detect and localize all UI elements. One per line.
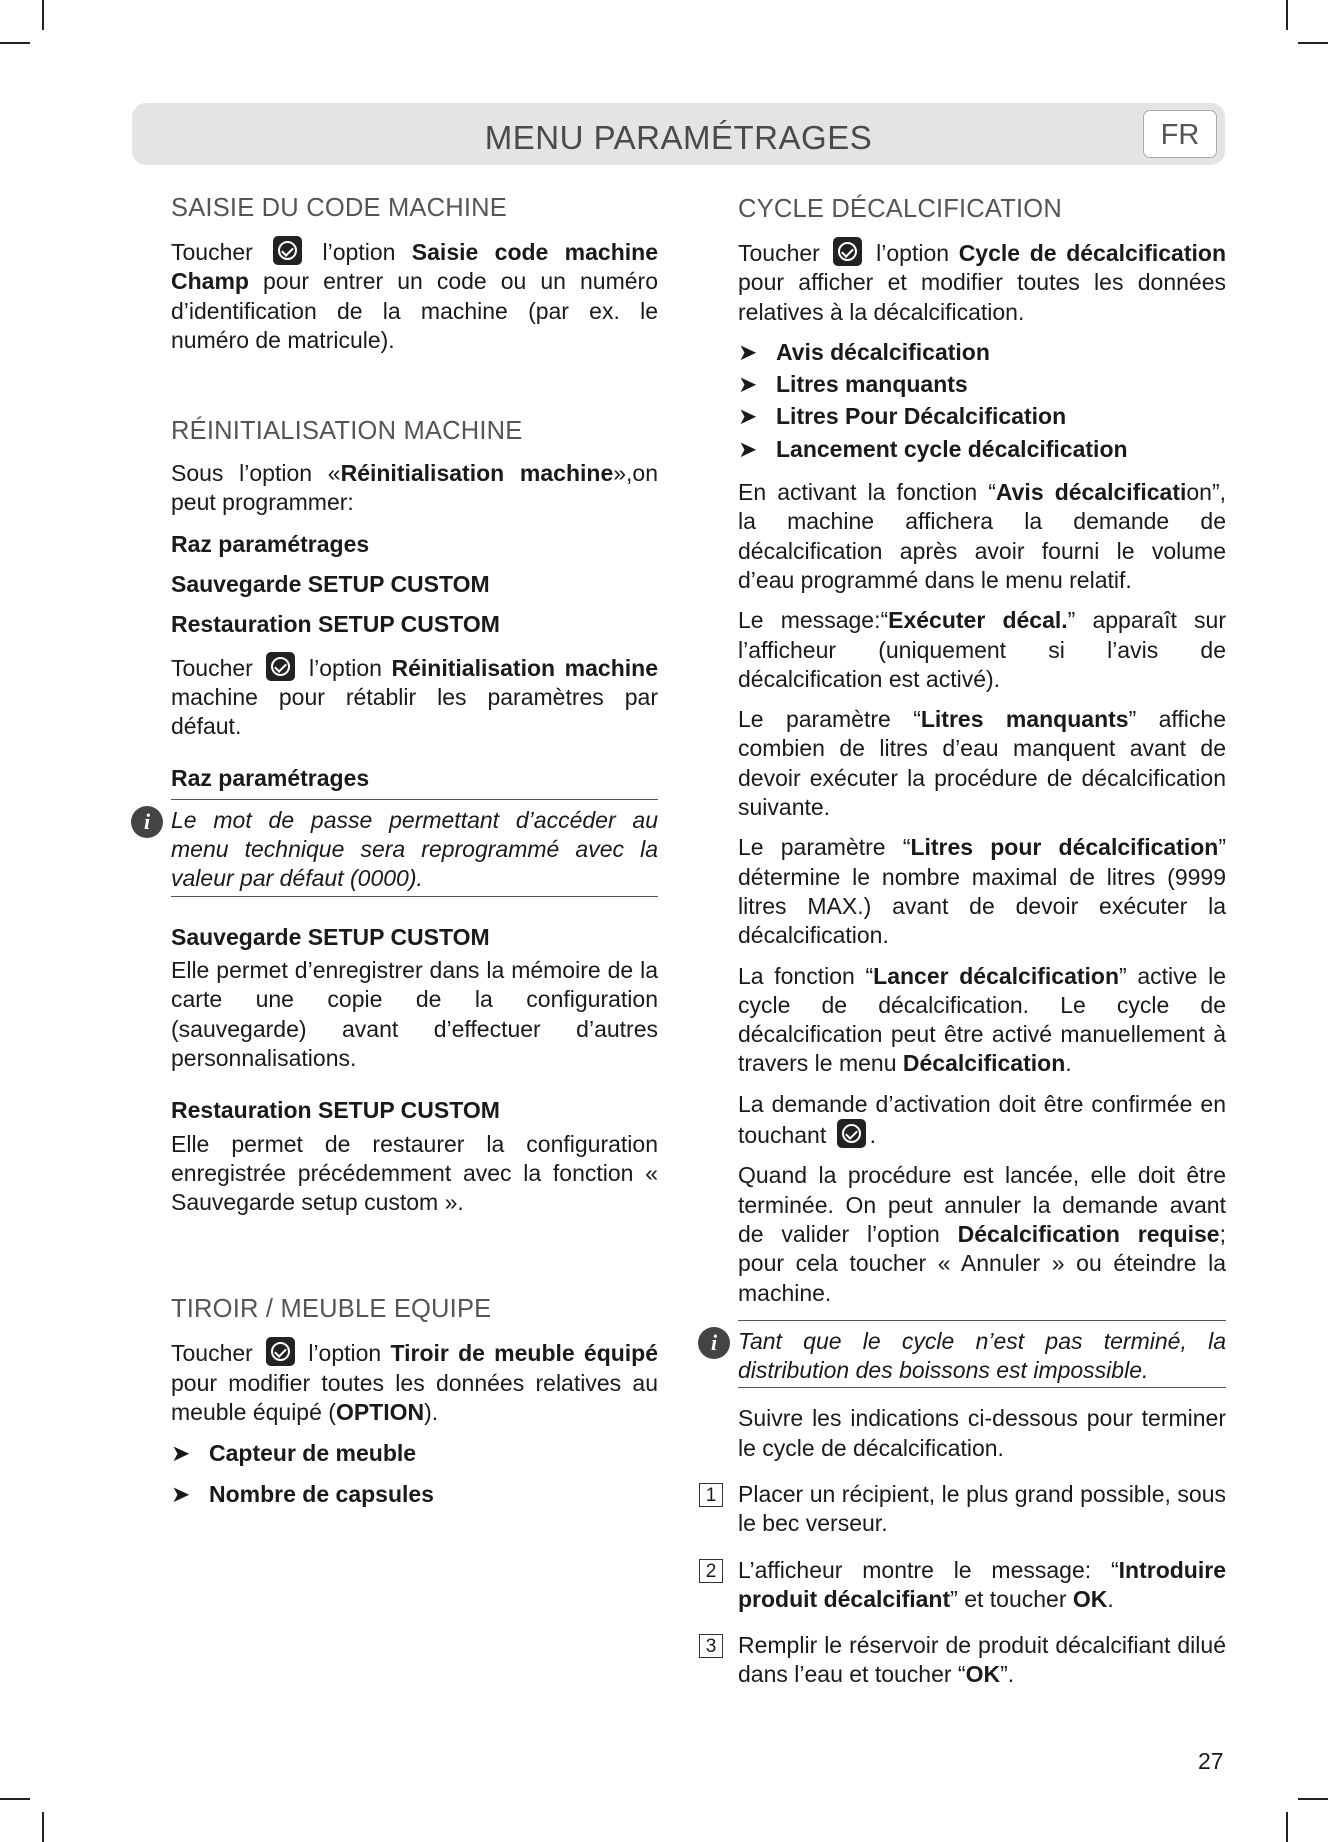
- drawer-paragraph: Toucher l’option Tiroir de meuble équipé pour modifier toutes les données relatives au meuble équipé (OPTION).: [171, 1337, 658, 1427]
- descaling-paragraph: Le paramètre “Litres manquants” affiche combien de litres d’eau manquent avant de devoir exécuter la procédure de décalcification suivante.: [738, 706, 1226, 821]
- restore-title: Restauration SETUP CUSTOM: [171, 1097, 500, 1124]
- left-column: [143, 190, 659, 1509]
- descaling-paragraph: Le paramètre “Litres pour décalcification” détermine le nombre maximal de litres (9999 litres MAX.) avant de devoir exécuter la décalcification.: [738, 834, 1226, 949]
- drawer-list: [171, 1439, 658, 1509]
- step-item: 2 L’afficheur montre le message: “Introduire produit décalcifiant” et toucher OK.: [738, 1556, 1226, 1615]
- section-title-drawer: TIROIR / MEUBLE EQUIPE: [171, 1295, 492, 1324]
- descaling-list: [738, 338, 1226, 464]
- page-title: MENU PARAMÉTRAGES: [484, 119, 873, 156]
- info-note: i Tant que le cycle n’est pas terminé, la distribution des boissons est impossible.: [738, 1320, 1226, 1389]
- step-number: 1: [699, 1483, 723, 1507]
- descaling-paragraph: La fonction “Lancer décalcification” active le cycle de décalcification. Le cycle de décalcification peut être activé manuellement à travers le menu Décalcification.: [738, 962, 1226, 1077]
- check-icon: [273, 236, 302, 265]
- step-number: 2: [699, 1559, 723, 1583]
- language-badge: FR: [1143, 110, 1217, 158]
- descaling-paragraph: Suivre les indications ci-dessous pour terminer le cycle de décalcification.: [738, 1405, 1226, 1461]
- descaling-intro: Toucher l’option Cycle de décalcification pour afficher et modifier toutes les données relatives à la décalcification.: [738, 237, 1226, 327]
- descaling-paragraph: La demande d’activation doit être confirmée en touchant .: [738, 1090, 1226, 1149]
- info-note: i Le mot de passe permettant d’accéder au menu technique sera reprogrammé avec la valeur par défaut (0000).: [171, 799, 658, 897]
- section-title-machine-code: SAISIE DU CODE MACHINE: [171, 194, 507, 222]
- right-column: [705, 191, 1227, 1690]
- step-item: 1 Placer un récipient, le plus grand possible, sous le bec verseur.: [738, 1480, 1226, 1539]
- crop-mark: [42, 0, 44, 30]
- list-item: ➤ Avis décalcification: [738, 338, 1226, 367]
- check-icon: [833, 237, 862, 266]
- machine-code-paragraph: Toucher l’option Saisie code machine Champ pour entrer un code ou un numéro d’identification de la machine (par ex. le numéro de matricule).: [171, 236, 658, 355]
- page-header: [132, 103, 1225, 165]
- check-icon: [266, 1337, 295, 1366]
- info-icon: i: [698, 1327, 730, 1359]
- crop-mark: [1286, 0, 1288, 30]
- save-title: Sauvegarde SETUP CUSTOM: [171, 923, 490, 950]
- save-text: Elle permet d’enregistrer dans la mémoire de la carte une copie de la configuration (sauvegarde) avant d’effectuer d’autres personnalisations.: [171, 957, 658, 1071]
- crop-mark: [1298, 1798, 1328, 1800]
- crop-mark: [0, 42, 30, 44]
- descaling-paragraph: Quand la procédure est lancée, elle doit être terminée. On peut annuler la demande avant de valider l’option Décalcification requise; pour cela toucher « Annuler » ou éteindre la machine.: [738, 1162, 1226, 1306]
- descaling-paragraph: En activant la fonction “Avis décalcification”, la machine affichera la demande de décalcification après avoir fourni le volume d’eau programmé dans le menu relatif.: [738, 479, 1227, 593]
- page-number: 27: [1198, 1748, 1224, 1774]
- descaling-paragraph: Le message:“Exécuter décal.” apparaît sur l’afficheur (uniquement si l’avis de décalcification est activé).: [738, 607, 1226, 692]
- reset-intro: Sous l’option «Réinitialisation machine»,on peut programmer:: [171, 460, 658, 516]
- section-title-descaling: CYCLE DÉCALCIFICATION: [738, 195, 1062, 223]
- list-item: ➤ Litres Pour Décalcification: [738, 402, 1226, 431]
- crop-mark: [42, 1812, 44, 1842]
- crop-mark: [1298, 42, 1328, 44]
- step-item: 3 Remplir le réservoir de produit décalcifiant dilué dans l’eau et toucher “OK”.: [738, 1631, 1226, 1690]
- raz-title: Raz paramétrages: [171, 764, 370, 791]
- list-item: ➤ Lancement cycle décalcification: [738, 435, 1226, 464]
- list-item: ➤ Litres manquants: [738, 370, 1226, 399]
- list-item: ➤ Capteur de meuble: [171, 1439, 658, 1468]
- crop-mark: [0, 1798, 30, 1800]
- list-item: ➤ Nombre de capsules: [171, 1480, 658, 1509]
- info-icon: i: [131, 806, 163, 838]
- reset-touch-paragraph: Toucher l’option Réinitialisation machine machine pour rétablir les paramètres par défaut.: [171, 652, 658, 742]
- check-icon: [266, 652, 295, 681]
- crop-mark: [1286, 1812, 1288, 1842]
- reset-item: Sauvegarde SETUP CUSTOM: [171, 571, 490, 598]
- reset-item: Restauration SETUP CUSTOM: [171, 611, 500, 638]
- restore-text: Elle permet de restaurer la configuration enregistrée précédemment avec la fonction « Sauvegarde setup custom ».: [171, 1130, 658, 1216]
- step-number: 3: [699, 1634, 723, 1658]
- section-title-reset: RÉINITIALISATION MACHINE: [171, 417, 523, 446]
- check-icon: [837, 1119, 866, 1148]
- reset-item: Raz paramétrages: [171, 530, 370, 557]
